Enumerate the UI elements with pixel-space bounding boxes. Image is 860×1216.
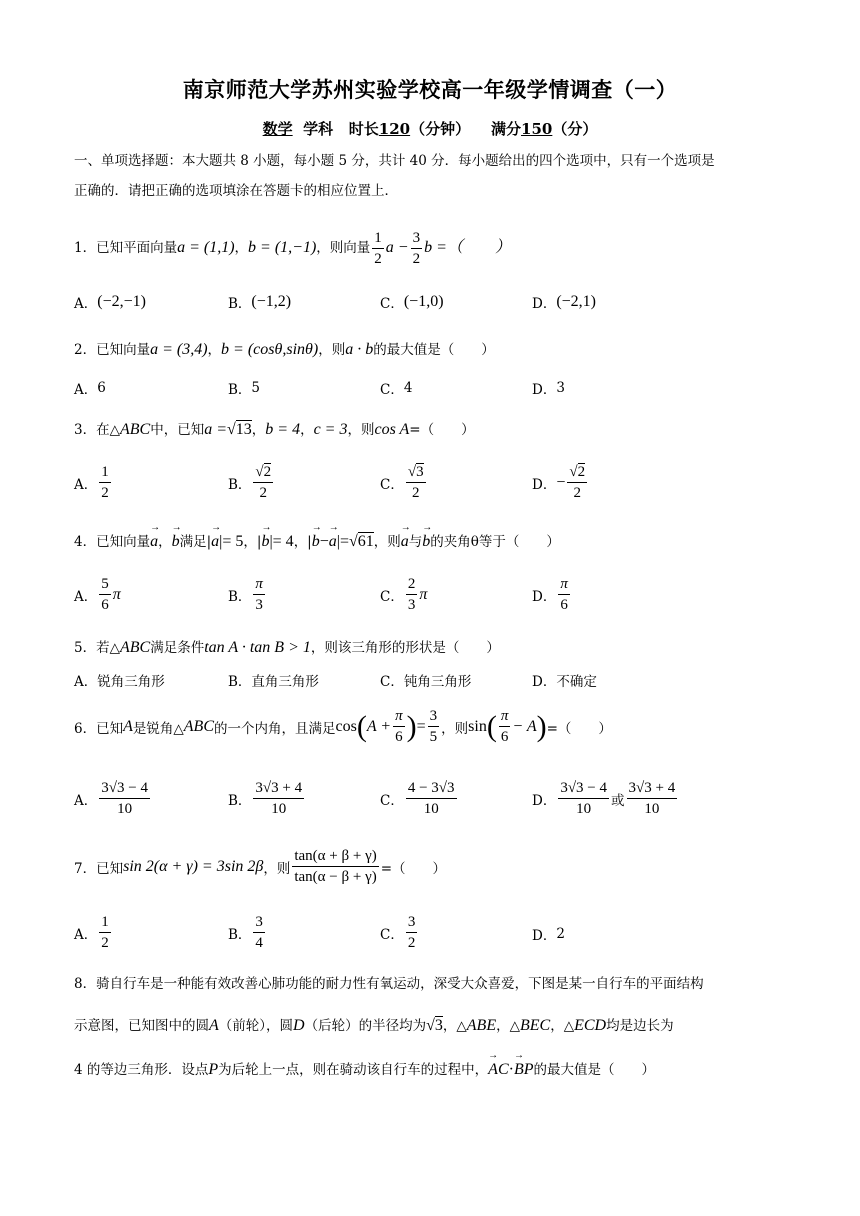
denominator: 10: [271, 801, 287, 817]
question-text: ，则: [318, 342, 346, 358]
question-text: ，则: [347, 422, 375, 438]
denominator: 2: [411, 485, 420, 501]
option-c[interactable]: [380, 378, 412, 398]
pi-symbol: π: [419, 585, 428, 603]
question-text: 已知向量: [96, 342, 151, 358]
score: 150: [521, 120, 553, 138]
question-number: 4．: [74, 534, 97, 550]
numerator: 3√3 − 4: [558, 778, 609, 799]
question-text: 在△: [96, 422, 120, 438]
option-label: D．: [532, 382, 557, 398]
question-2: [74, 338, 495, 359]
option-label: A．: [74, 588, 98, 605]
denominator: 5: [429, 729, 438, 745]
option-c[interactable]: [380, 778, 459, 819]
denominator: 6: [395, 729, 403, 745]
numerator: 3: [406, 912, 418, 933]
question-7: [74, 846, 446, 887]
option-label: D．: [532, 928, 557, 944]
vector-b: → b: [172, 533, 180, 551]
fraction: [499, 706, 511, 747]
question-text: ，则该三角形的形状是（ ）: [310, 640, 500, 656]
question-text: 为后轮上一点，则在骑动该自行车的过程中，: [218, 1062, 489, 1078]
option-d[interactable]: [532, 670, 597, 690]
option-c[interactable]: [380, 912, 419, 953]
question-text: （后轮）的半径均为: [304, 1018, 427, 1034]
vector-b: → b: [422, 533, 430, 551]
fraction: [393, 706, 405, 747]
options-q2: [74, 378, 794, 398]
math-expr: ABC: [119, 639, 151, 656]
question-number: 2．: [74, 342, 97, 358]
math-expr: |= 4: [269, 533, 294, 550]
options-q1: [74, 292, 794, 314]
question-number: 1．: [74, 240, 97, 256]
numerator: √2: [253, 462, 273, 483]
numerator: 3√3 + 4: [627, 778, 678, 799]
question-text: ，: [207, 342, 222, 358]
question-text: 已知平面向量: [96, 240, 178, 256]
math-expr: b = 4: [265, 421, 301, 438]
option-label: C．: [380, 476, 404, 493]
option-label: B．: [228, 926, 252, 943]
options-q4: [74, 574, 794, 620]
question-8: [74, 972, 704, 992]
option-label: A．: [74, 476, 98, 493]
question-text: 满足|: [179, 534, 212, 550]
option-b[interactable]: [228, 778, 306, 819]
fraction: [406, 778, 457, 819]
math-expr: A: [209, 1017, 219, 1034]
option-value: 不确定: [556, 674, 597, 690]
option-label: B．: [228, 792, 252, 809]
options-q3: [74, 462, 794, 508]
question-number: 5．: [74, 640, 97, 656]
denominator: 6: [560, 597, 568, 613]
option-d[interactable]: [532, 574, 572, 615]
question-text: ，则向量: [316, 240, 371, 256]
option-label: D．: [532, 588, 557, 605]
option-label: A．: [74, 926, 98, 943]
option-c[interactable]: [380, 292, 444, 312]
question-3: 3．在△ABC中，已知a =√13，b = 4，c = 3，则cos A=（ ）: [74, 421, 475, 438]
question-text: =（ ）: [409, 422, 475, 438]
option-value: 直角三角形: [251, 674, 319, 690]
vector-b: → b: [312, 533, 320, 551]
question-text: 的一个内角，且满足: [213, 720, 336, 737]
option-label: D．: [532, 792, 557, 809]
options-q7: [74, 912, 794, 958]
options-q5: [74, 670, 794, 690]
option-value: (−2,1): [556, 293, 597, 310]
numerator: 1: [99, 462, 111, 483]
fraction: [253, 574, 265, 615]
numerator: 4 − 3√3: [406, 778, 457, 799]
option-label: C．: [380, 792, 404, 809]
question-text: 中，已知: [150, 422, 205, 438]
denominator: 10: [644, 801, 660, 817]
denominator: 6: [500, 729, 509, 745]
denominator: 2: [259, 485, 268, 501]
fraction: [253, 912, 265, 953]
question-text: 已知: [96, 860, 124, 877]
fraction: [406, 912, 418, 953]
option-b[interactable]: [228, 292, 291, 312]
denominator: 2: [407, 935, 416, 951]
question-text: ，|: [243, 534, 262, 550]
fraction: [558, 574, 570, 615]
option-a[interactable]: [74, 778, 152, 819]
vector-ac: → AC: [488, 1061, 508, 1079]
numerator: 3: [253, 912, 265, 933]
question-text: =（ ）: [380, 860, 447, 877]
option-value: 4: [403, 380, 413, 396]
option-b[interactable]: [228, 462, 275, 503]
option-value: 6: [97, 380, 106, 396]
option-b[interactable]: [228, 574, 267, 615]
option-value: 5: [251, 380, 261, 396]
question-text: 示意图，已知图中的圆: [74, 1018, 209, 1034]
math-expr: A: [123, 717, 133, 735]
question-text: 是锐角△: [132, 720, 184, 737]
question-text: 已知向量: [96, 534, 151, 550]
option-label: A．: [74, 296, 98, 312]
math-expr: ABC: [119, 421, 151, 438]
option-label: B．: [228, 382, 252, 398]
radicand: 13: [235, 421, 252, 438]
option-d[interactable]: [532, 378, 565, 398]
math-expr: b = (cosθ,sinθ): [221, 341, 319, 358]
math-expr: a =: [204, 421, 227, 438]
numerator: 3√3 + 4: [253, 778, 304, 799]
question-text: ，: [234, 240, 249, 256]
instruction-line-2: 正确的．请把正确的选项填涂在答题卡的相应位置上．: [74, 183, 398, 199]
option-label: A．: [74, 674, 98, 690]
vector-a: → a: [401, 533, 409, 551]
numerator: π: [393, 706, 405, 727]
math-expr: ECD: [574, 1017, 607, 1034]
option-label: B．: [228, 296, 252, 312]
duration: 120: [378, 120, 411, 138]
math-expr: BEC: [519, 1017, 551, 1034]
option-value: 钝角三角形: [403, 674, 472, 690]
fraction: [99, 912, 111, 953]
option-a[interactable]: [74, 378, 106, 398]
numerator: 3: [428, 706, 440, 727]
question-text: =（ ）: [546, 720, 612, 737]
radicand: 3: [434, 1017, 443, 1034]
option-label: A．: [74, 792, 98, 809]
option-label: C．: [380, 588, 404, 605]
question-text: ，△: [550, 1018, 575, 1034]
question-text: ，: [251, 422, 266, 438]
question-text: ，则: [373, 534, 401, 550]
math-expr: tan A · tan B > 1: [204, 639, 311, 656]
or-text: 或: [611, 792, 625, 809]
option-value: (−2,−1): [97, 293, 146, 310]
question-text: ，则: [441, 720, 469, 737]
question-4: 4．已知向量→ a，→ b满足|→ a|= 5，|→ b|= 4，|→ b−→ a|=√61，则→ a与→ b的夹角θ等于（ ）: [74, 530, 560, 551]
numerator: 5: [99, 574, 111, 595]
math-expr: −: [319, 533, 329, 550]
math-expr: b = (1,−1): [248, 239, 317, 256]
vector-a: → a: [150, 533, 158, 551]
vector-b: → b: [261, 533, 269, 551]
score-label: 满分: [491, 120, 522, 138]
fraction: [253, 778, 304, 819]
math-expr: P: [208, 1061, 219, 1078]
options-q6: [74, 778, 794, 824]
option-a[interactable]: [74, 292, 146, 312]
fraction: [627, 778, 678, 819]
option-d[interactable]: [532, 778, 679, 819]
fraction: [406, 462, 426, 503]
option-c[interactable]: [380, 462, 428, 503]
radicand: 3: [416, 464, 424, 480]
question-text: （前轮），圆: [218, 1018, 294, 1034]
math-expr: A +: [366, 717, 392, 735]
fraction: [406, 574, 418, 615]
fraction: [372, 228, 384, 269]
question-text: ，: [158, 534, 172, 550]
denominator: 2: [101, 935, 109, 951]
option-value: 3: [556, 380, 565, 396]
option-c[interactable]: [380, 574, 427, 615]
math-expr: sin: [468, 717, 487, 735]
math-expr: ·: [508, 1061, 514, 1078]
denominator: 2: [374, 251, 382, 267]
fraction: [558, 778, 609, 819]
question-text: 若△: [96, 640, 120, 656]
question-number: 8．: [74, 976, 97, 992]
question-text: 已知: [96, 720, 124, 737]
question-number: 3．: [74, 422, 97, 438]
option-value: 锐角三角形: [97, 674, 165, 690]
math-expr: sin 2(α + γ) = 3sin 2β: [123, 857, 264, 875]
option-d[interactable]: [532, 292, 596, 312]
question-text: 与: [408, 534, 423, 550]
fraction: [99, 778, 150, 819]
option-label: B．: [228, 588, 252, 605]
option-label: B．: [228, 476, 252, 493]
question-text: 的最大值是（ ）: [373, 342, 495, 358]
fraction: [99, 574, 111, 615]
numerator: √2: [567, 462, 587, 483]
option-label: D．: [532, 476, 557, 493]
fraction: [253, 462, 273, 503]
math-expr: =: [416, 717, 426, 735]
numerator: 3√3 − 4: [99, 778, 150, 799]
fraction: [292, 846, 378, 887]
page-title: 南京师范大学苏州实验学校高一年级学情调查（一）: [182, 77, 678, 102]
denominator: 10: [117, 801, 133, 817]
vector-a: → a: [329, 533, 337, 551]
option-label: B．: [228, 674, 252, 690]
denominator: 3: [255, 597, 263, 613]
option-value: (−1,0): [403, 293, 444, 310]
instruction-line-1: 一、单项选择题：本大题共 8 小题，每小题 5 分，共计 40 分．每小题给出的四个选项中，只有一个选项是: [74, 153, 715, 169]
denominator: 10: [576, 801, 592, 817]
math-expr: cos: [335, 717, 357, 735]
numerator: π: [253, 574, 265, 595]
question-number: 6．: [74, 720, 97, 737]
math-expr: ABC: [183, 717, 214, 735]
math-expr: a = (3,4): [150, 341, 208, 358]
question-text: 4 的等边三角形．设点: [74, 1062, 209, 1078]
option-b[interactable]: [228, 670, 319, 690]
denominator: 10: [423, 801, 439, 817]
question-1: [74, 228, 511, 269]
denominator: 2: [101, 485, 109, 501]
option-d[interactable]: [532, 924, 565, 944]
duration-label: 时长: [348, 120, 379, 138]
vector-bp: → BP: [514, 1061, 534, 1079]
option-label: A．: [74, 382, 98, 398]
question-8-line-2: 示意图，已知图中的圆A（前轮），圆D（后轮）的半径均为√3，△ABE，△BEC，△ECD均是边长为: [74, 1017, 674, 1034]
option-label: C．: [380, 382, 404, 398]
option-a[interactable]: [74, 912, 113, 953]
option-a[interactable]: [74, 574, 121, 615]
math-expr: − A: [512, 717, 537, 735]
numerator: tan(α + β + γ): [292, 846, 378, 867]
numerator: π: [499, 706, 511, 727]
duration-unit: （分钟）: [410, 120, 471, 138]
numerator: 1: [372, 228, 384, 249]
option-b[interactable]: [228, 912, 267, 953]
question-text: ，△: [442, 1018, 467, 1034]
math-expr: |= 5: [219, 533, 244, 550]
question-text: 满足条件: [150, 640, 205, 656]
numerator: π: [558, 574, 570, 595]
option-label: D．: [532, 674, 557, 690]
question-text: 骑自行车是一种能有效改善心肺功能的耐力性有氧运动，深受大众喜爱，下图是某一自行车的平面结构: [96, 976, 704, 992]
pi-symbol: π: [112, 585, 121, 603]
option-label: C．: [380, 674, 404, 690]
math-expr: c = 3: [313, 421, 348, 438]
question-text: ，: [300, 422, 314, 438]
radicand: 2: [263, 464, 272, 480]
option-label: C．: [380, 296, 404, 312]
section-instructions: [74, 146, 794, 206]
numerator: 3: [411, 228, 423, 249]
option-b[interactable]: [228, 378, 260, 398]
question-number: 7．: [74, 860, 97, 877]
radicand: 61: [357, 533, 374, 550]
option-label: D．: [532, 296, 557, 312]
math-expr: a · b: [345, 341, 374, 358]
denominator: 6: [101, 597, 109, 613]
vector-a: → a: [211, 533, 219, 551]
question-8-line-3: [74, 1058, 655, 1079]
subject-suffix: 学科: [303, 120, 334, 138]
score-unit: （分）: [552, 120, 598, 138]
question-text: ，则: [263, 860, 291, 877]
option-label: C．: [380, 926, 404, 943]
math-expr: a = (1,1): [177, 239, 235, 256]
denominator: tan(α − β + γ): [294, 869, 377, 885]
math-expr: cos A: [374, 421, 410, 438]
subject: 数学: [262, 120, 293, 138]
numerator: 1: [99, 912, 111, 933]
math-expr: D: [293, 1017, 305, 1034]
option-d[interactable]: D． − $\frac{√2}{2}$: [532, 464, 586, 501]
question-5: [74, 636, 500, 657]
radicand: 2: [577, 464, 586, 480]
math-expr: b =（ ）: [424, 239, 511, 256]
option-value: (−1,2): [251, 293, 292, 310]
option-a[interactable]: [74, 670, 165, 690]
question-text: ，△: [496, 1018, 520, 1034]
question-text: ，|: [293, 534, 312, 550]
denominator: 2: [573, 485, 581, 501]
fraction: [411, 228, 423, 269]
denominator: 4: [255, 935, 263, 951]
denominator: 2: [412, 251, 421, 267]
fraction: [428, 706, 440, 747]
exam-info: [0, 118, 860, 139]
question-text: 的夹角θ等于（ ）: [430, 534, 560, 550]
question-text: 的最大值是（ ）: [533, 1062, 655, 1078]
option-a[interactable]: [74, 462, 113, 503]
option-value: 2: [556, 926, 565, 942]
math-expr: ABE: [466, 1017, 497, 1034]
option-c[interactable]: [380, 670, 471, 690]
math-expr: a −: [385, 239, 409, 256]
fraction: [567, 462, 587, 503]
fraction: [99, 462, 111, 503]
denominator: 3: [407, 597, 416, 613]
numerator: √3: [406, 462, 426, 483]
numerator: 2: [406, 574, 418, 595]
question-6: 6． 已知 A 是锐角△ ABC 的一个内角，且满足 cos ( A + $\frac{\pi}{6}$ ) = $\frac{3}{5}$ ，则 sin ( $\frac{\pi}{6}$ − A ) =（ ）: [74, 708, 612, 745]
math-expr: |=: [336, 533, 350, 550]
question-text: 均是边长为: [606, 1018, 674, 1034]
